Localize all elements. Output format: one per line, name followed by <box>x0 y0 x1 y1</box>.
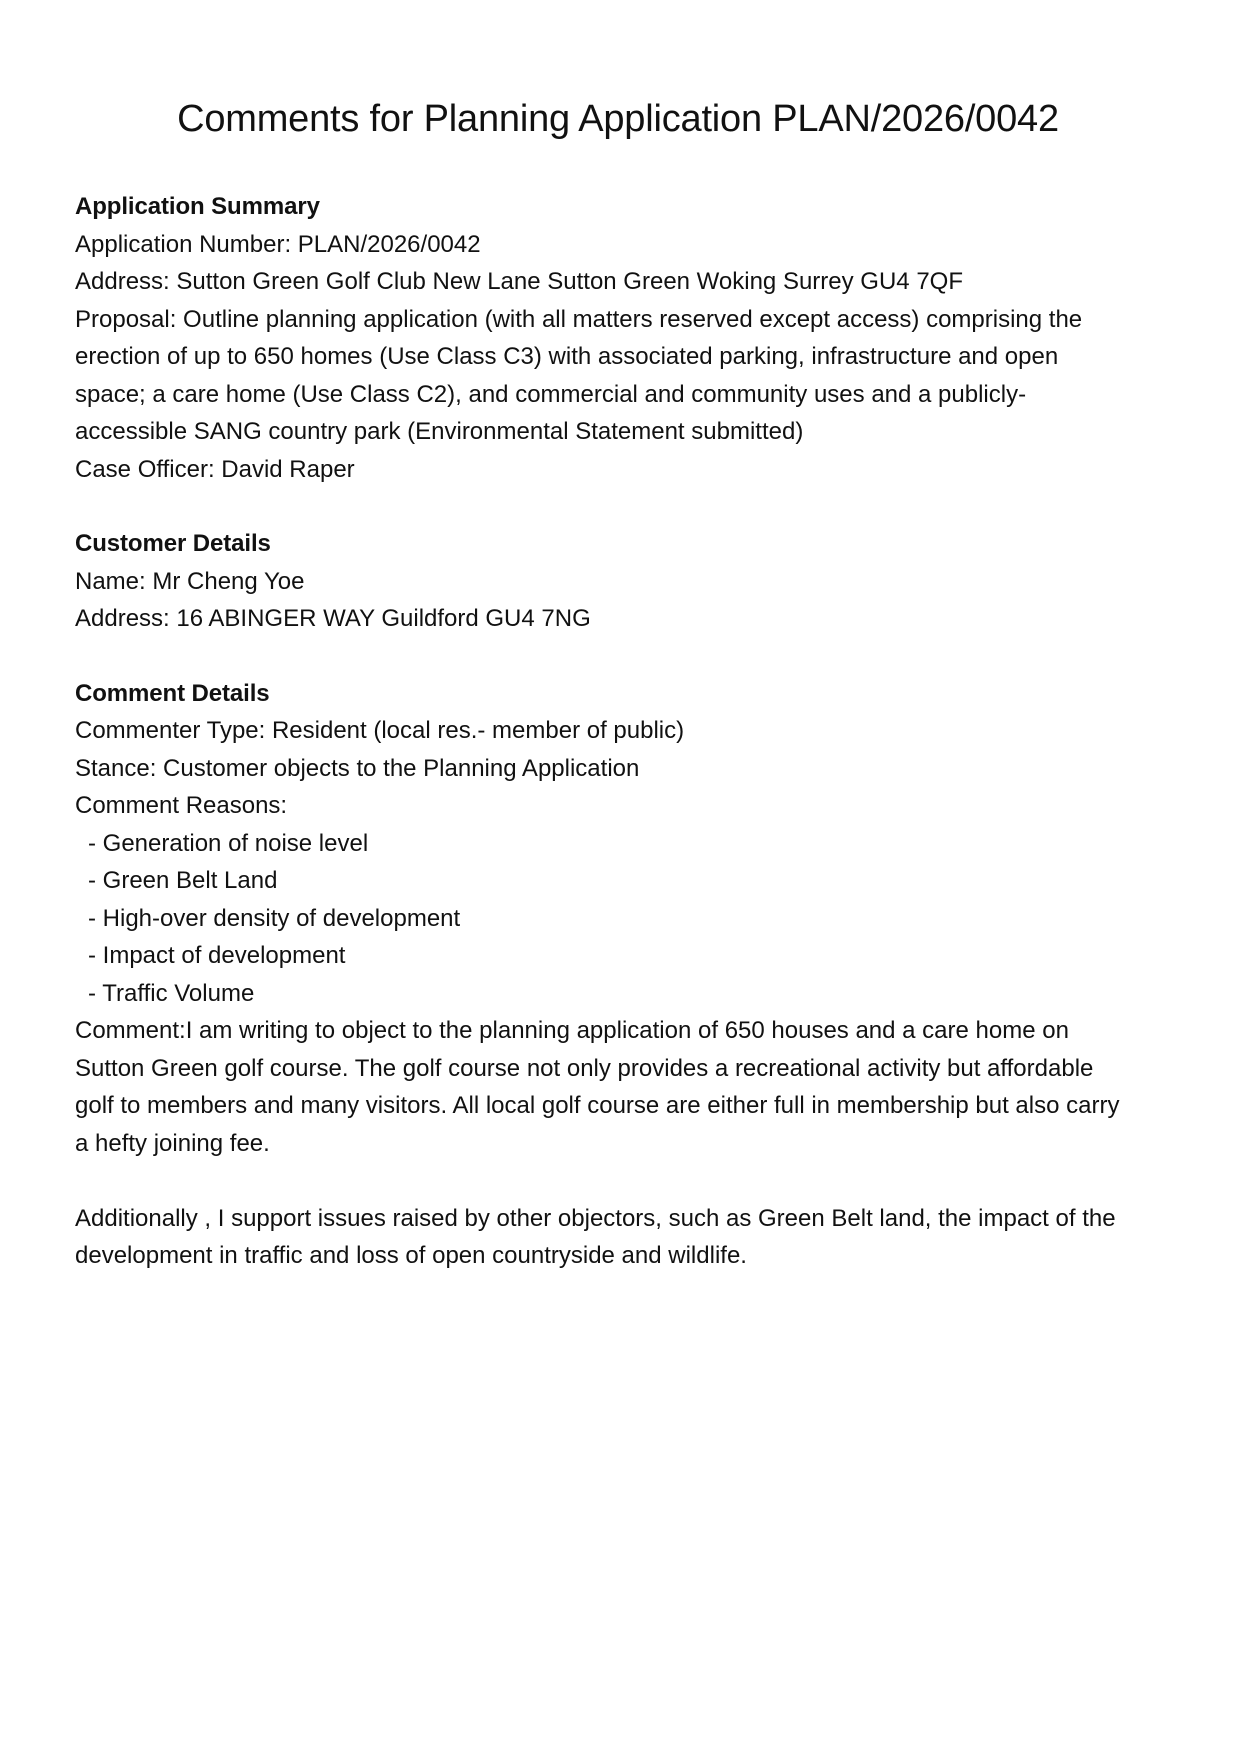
comment-line: Sutton Green golf course. The golf course not only provides a recreational activity but affordable <box>75 1054 1094 1082</box>
customer-address: Address: 16 ABINGER WAY Guildford GU4 7NG <box>75 605 591 632</box>
comment-reasons-list <box>75 825 1165 1013</box>
application-summary-heading: Application Summary <box>75 193 320 220</box>
site-address: Address: Sutton Green Golf Club New Lane Sutton Green Woking Surrey GU4 7QF <box>75 268 963 295</box>
comment-line: a hefty joining fee. <box>75 1129 270 1157</box>
list-item: - High-over density of development <box>88 904 461 932</box>
list-item: - Impact of development <box>88 942 346 969</box>
customer-details-heading: Customer Details <box>75 530 271 557</box>
stance: Stance: Customer objects to the Planning Application <box>75 754 640 782</box>
commenter-type: Commenter Type: Resident (local res.- member of public) <box>75 717 685 744</box>
list-item: - Green Belt Land <box>88 867 278 894</box>
application-summary-section <box>75 188 1165 488</box>
paragraph-gap <box>75 1162 1165 1200</box>
comment-line: Comment:I am writing to object to the planning application of 650 houses and a care home on <box>75 1017 1069 1044</box>
additional-comment-line: Additionally , I support issues raised by other objectors, such as Green Belt land, the impact of the <box>75 1204 1116 1232</box>
proposal-line: Proposal: Outline planning application (with all matters reserved except access) comprising the <box>75 305 1083 333</box>
additional-comment-line: development in traffic and loss of open countryside and wildlife. <box>75 1242 747 1269</box>
comment-details-section <box>75 675 1165 1275</box>
proposal-line: erection of up to 650 homes (Use Class C3) with associated parking, infrastructure and open <box>75 343 1059 370</box>
proposal-line: accessible SANG country park (Environmental Statement submitted) <box>75 418 804 445</box>
proposal-line: space; a care home (Use Class C2), and commercial and community uses and a publicly- <box>75 380 1027 408</box>
case-officer: Case Officer: David Raper <box>75 455 355 483</box>
customer-name: Name: Mr Cheng Yoe <box>75 567 305 595</box>
customer-details-section <box>75 525 1165 638</box>
list-item: - Generation of noise level <box>88 829 369 857</box>
application-number: Application Number: PLAN/2026/0042 <box>75 230 481 258</box>
comment-line: golf to members and many visitors. All local golf course are either full in membership but also carry <box>75 1092 1120 1119</box>
comment-details-heading: Comment Details <box>75 679 270 707</box>
list-item: - Traffic Volume <box>88 979 255 1007</box>
page-title: Comments for Planning Application PLAN/2026/0042 <box>177 98 1059 140</box>
comment-reasons-label: Comment Reasons: <box>75 792 288 819</box>
